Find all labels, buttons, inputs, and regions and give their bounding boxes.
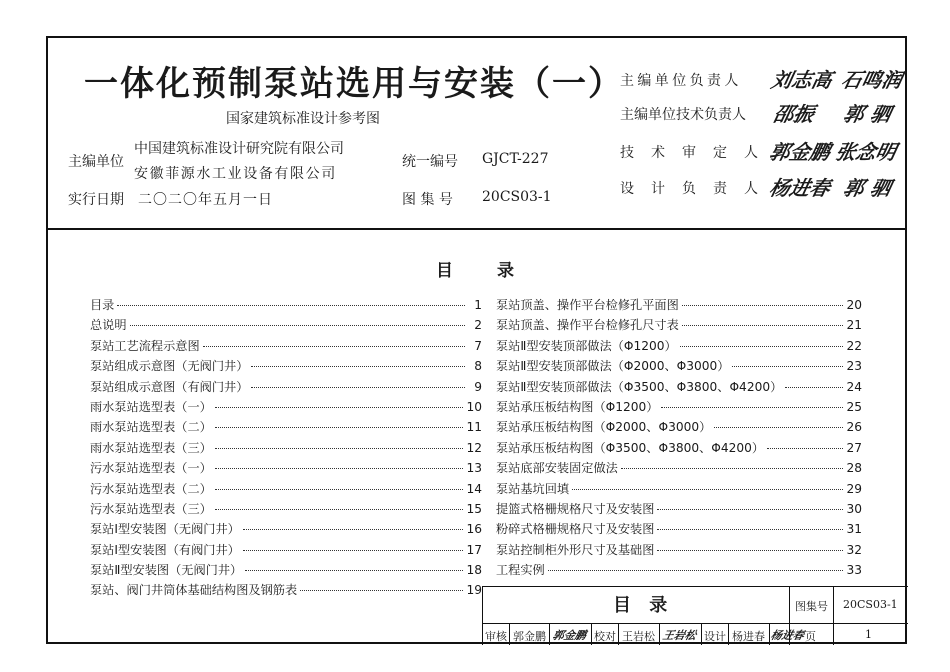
toc-entry[interactable] — [90, 378, 482, 398]
toc-leader-dots — [572, 489, 843, 490]
toc-leader-dots — [732, 366, 843, 367]
divider — [591, 623, 592, 645]
divider — [659, 623, 660, 645]
toc-entry-page: 33 — [846, 563, 862, 578]
divider — [728, 623, 729, 645]
title-block-title: 目 录 — [613, 595, 668, 616]
toc-entry-title: 总说明 — [90, 318, 127, 333]
toc-entry-page: 18 — [466, 563, 482, 578]
atlas-no-label: 图 集 号 — [402, 192, 453, 208]
toc-entry[interactable] — [90, 480, 482, 500]
responsible-row — [620, 178, 775, 198]
toc-entry-title: 泵站承压板结构图（Φ3500、Φ3800、Φ4200） — [496, 440, 765, 455]
toc-entry-page: 26 — [846, 420, 862, 435]
toc-entry[interactable] — [496, 296, 862, 316]
toc-left-column — [90, 296, 482, 602]
toc-entry-page: 7 — [474, 338, 482, 353]
toc-entry[interactable] — [496, 520, 862, 540]
toc-entry[interactable] — [90, 581, 482, 601]
unified-no-label: 统一编号 — [402, 154, 458, 170]
toc-entry[interactable] — [496, 378, 862, 398]
check-label: 校对 — [594, 630, 616, 643]
toc-leader-dots — [548, 570, 844, 571]
toc-entry-title: 泵站控制柜外形尺寸及基础图 — [496, 542, 655, 557]
responsible-row — [620, 142, 775, 162]
toc-heading-char: 目 — [436, 261, 453, 281]
review-signature: 郭金鹏 — [551, 629, 588, 642]
toc-entry[interactable] — [90, 337, 482, 357]
toc-entry-title: 泵站组成示意图（有阀门井） — [90, 379, 249, 394]
divider — [789, 623, 790, 645]
signature: 石鸣润 — [839, 68, 905, 92]
toc-entry-page: 32 — [846, 542, 862, 557]
toc-entry-page: 25 — [846, 399, 862, 414]
toc-entry[interactable] — [90, 357, 482, 377]
toc-heading — [436, 256, 558, 281]
check-signature: 王岩松 — [661, 629, 698, 642]
toc-entry-title: 雨水泵站选型表（三） — [90, 440, 212, 455]
toc-leader-dots — [657, 509, 843, 510]
toc-leader-dots — [682, 325, 844, 326]
toc-entry-title: 目录 — [90, 298, 115, 312]
header-divider — [48, 228, 905, 230]
toc-entry[interactable] — [496, 337, 862, 357]
design-name: 杨进春 — [732, 630, 765, 643]
divider — [789, 587, 790, 623]
toc-entry[interactable] — [90, 541, 482, 561]
toc-entry[interactable] — [496, 398, 862, 418]
toc-entry[interactable] — [90, 520, 482, 540]
toc-entry-title: 泵站承压板结构图（Φ1200） — [496, 399, 659, 414]
toc-entry-page: 9 — [474, 379, 482, 394]
toc-entry[interactable] — [90, 398, 482, 418]
toc-right-column — [496, 296, 862, 581]
page-value: 1 — [865, 628, 872, 641]
toc-entry[interactable] — [90, 439, 482, 459]
responsible-row — [620, 70, 772, 90]
toc-entry[interactable] — [496, 500, 862, 520]
divider — [618, 623, 619, 645]
toc-entry-title: 雨水泵站选型表（一） — [90, 399, 212, 414]
editor-unit-2: 安徽菲源水工业设备有限公司 — [134, 166, 337, 182]
toc-entry-page: 24 — [846, 379, 862, 394]
toc-entry-page: 17 — [466, 542, 482, 557]
toc-entry[interactable] — [90, 418, 482, 438]
responsible-label: 设计负责人 — [620, 181, 775, 197]
toc-entry-title: 污水泵站选型表（三） — [90, 501, 212, 516]
toc-entry-page: 11 — [466, 420, 482, 435]
toc-entry-title: 泵站顶盖、操作平台检修孔尺寸表 — [496, 318, 679, 333]
toc-entry-title: 泵站Ⅱ型安装顶部做法（Φ1200） — [496, 338, 677, 353]
toc-entry[interactable] — [90, 459, 482, 479]
signature: 杨进春 — [767, 176, 833, 200]
toc-leader-dots — [245, 570, 463, 571]
toc-entry-title: 泵站Ⅱ型安装顶部做法（Φ2000、Φ3000） — [496, 359, 730, 374]
toc-leader-dots — [682, 305, 844, 306]
toc-entry-page: 15 — [466, 501, 482, 516]
toc-leader-dots — [215, 407, 464, 408]
editor-label: 主编单位 — [68, 154, 124, 170]
page-label: 页 — [805, 630, 816, 643]
toc-leader-dots — [215, 468, 464, 469]
toc-leader-dots — [215, 509, 464, 510]
toc-entry-title: 工程实例 — [496, 563, 545, 578]
signature: 张念明 — [833, 140, 899, 164]
toc-entry-title: 泵站Ⅱ型安装图（无阀门井） — [90, 563, 243, 578]
toc-entry-page: 12 — [466, 440, 482, 455]
date-value: 二〇二〇年五月一日 — [138, 192, 273, 208]
toc-entry-page: 31 — [846, 522, 862, 537]
divider — [549, 623, 550, 645]
toc-entry-page: 22 — [846, 338, 862, 353]
signature: 刘志高 — [769, 68, 835, 92]
toc-entry[interactable] — [90, 316, 482, 336]
toc-entry-title: 泵站承压板结构图（Φ2000、Φ3000） — [496, 420, 712, 435]
design-signature: 杨进春 — [769, 629, 806, 642]
toc-leader-dots — [215, 489, 464, 490]
check-name: 王岩松 — [622, 630, 655, 643]
drawing-frame — [46, 36, 907, 644]
toc-entry-page: 20 — [846, 298, 862, 312]
toc-leader-dots — [657, 550, 843, 551]
review-label: 审核 — [485, 630, 507, 643]
signature: 邵振 — [771, 102, 817, 126]
divider — [701, 623, 702, 645]
toc-heading-char: 录 — [497, 261, 514, 281]
toc-entry-title: 泵站工艺流程示意图 — [90, 338, 200, 353]
atlas-no-value: 20CS03-1 — [482, 189, 552, 205]
divider — [833, 587, 834, 645]
toc-entry-page: 16 — [466, 522, 482, 537]
editor-unit-1: 中国建筑标准设计研究院有限公司 — [134, 141, 344, 157]
toc-entry[interactable] — [496, 418, 862, 438]
toc-entry-title: 泵站顶盖、操作平台检修孔平面图 — [496, 298, 679, 312]
toc-entry-title: 泵站组成示意图（无阀门井） — [90, 359, 249, 374]
atlas-label: 图集号 — [795, 600, 828, 613]
toc-leader-dots — [130, 325, 465, 326]
toc-entry-title: 泵站Ⅰ型安装图（有阀门井） — [90, 542, 240, 557]
toc-leader-dots — [657, 529, 843, 530]
toc-entry-page: 29 — [846, 481, 862, 496]
toc-entry-title: 泵站底部安装固定做法 — [496, 461, 618, 476]
toc-entry-page: 8 — [474, 359, 482, 374]
toc-leader-dots — [300, 590, 463, 591]
review-name: 郭金鹏 — [513, 630, 546, 643]
toc-entry-page: 2 — [474, 318, 482, 333]
toc-entry-page: 23 — [846, 359, 862, 374]
toc-entry-title: 泵站Ⅰ型安装图（无阀门井） — [90, 522, 240, 537]
toc-entry[interactable] — [90, 500, 482, 520]
toc-entry-page: 14 — [466, 481, 482, 496]
toc-leader-dots — [117, 305, 465, 306]
atlas-title: 一体化预制泵站选用与安装（一） — [84, 64, 624, 104]
toc-entry-title: 污水泵站选型表（一） — [90, 461, 212, 476]
responsible-label: 主编单位技术负责人 — [620, 107, 746, 123]
title-block — [482, 586, 908, 645]
toc-leader-dots — [243, 529, 464, 530]
toc-leader-dots — [215, 427, 464, 428]
date-label: 实行日期 — [68, 192, 124, 208]
toc-entry-title: 提篮式格栅规格尺寸及安装图 — [496, 501, 655, 516]
toc-entry-title: 粉碎式格栅规格尺寸及安装图 — [496, 522, 655, 537]
atlas-subtitle: 国家建筑标准设计参考图 — [226, 111, 380, 127]
toc-leader-dots — [767, 448, 843, 449]
toc-leader-dots — [243, 550, 464, 551]
toc-entry-page: 13 — [466, 461, 482, 476]
toc-leader-dots — [621, 468, 844, 469]
toc-entry[interactable] — [496, 439, 862, 459]
toc-leader-dots — [251, 387, 465, 388]
signature: 郭 驷 — [841, 176, 894, 200]
toc-entry[interactable] — [90, 561, 482, 581]
toc-entry-title: 泵站、阀门井筒体基础结构图及钢筋表 — [90, 583, 298, 598]
toc-entry[interactable] — [496, 561, 862, 581]
toc-entry[interactable] — [496, 459, 862, 479]
toc-entry-page: 19 — [466, 583, 482, 598]
toc-entry-title: 泵站Ⅱ型安装顶部做法（Φ3500、Φ3800、Φ4200） — [496, 379, 783, 394]
atlas-value: 20CS03-1 — [843, 598, 898, 611]
divider — [509, 623, 510, 645]
toc-entry[interactable] — [496, 357, 862, 377]
toc-entry-page: 21 — [846, 318, 862, 333]
toc-leader-dots — [215, 448, 464, 449]
toc-entry-page: 10 — [466, 399, 482, 414]
toc-leader-dots — [661, 407, 843, 408]
toc-entry-page: 30 — [846, 501, 862, 516]
responsible-label: 技术审定人 — [620, 145, 775, 161]
unified-no-value: GJCT-227 — [482, 151, 549, 167]
toc-entry-page: 27 — [846, 440, 862, 455]
responsible-row — [620, 104, 772, 124]
toc-entry-page: 1 — [474, 298, 482, 312]
title-block-top — [483, 587, 908, 624]
signature: 郭金鹏 — [767, 140, 833, 164]
toc-leader-dots — [714, 427, 843, 428]
design-label: 设计 — [704, 630, 726, 643]
toc-entry[interactable] — [90, 296, 482, 316]
signature: 郭 驷 — [841, 102, 894, 126]
responsible-label: 主编单位负责人 — [620, 73, 742, 89]
toc-entry[interactable] — [496, 316, 862, 336]
toc-entry[interactable] — [496, 480, 862, 500]
toc-leader-dots — [785, 387, 843, 388]
toc-entry-title: 泵站基坑回填 — [496, 481, 570, 496]
toc-entry[interactable] — [496, 541, 862, 561]
toc-entry-page: 28 — [846, 461, 862, 476]
toc-entry-title: 污水泵站选型表（二） — [90, 481, 212, 496]
toc-leader-dots — [203, 346, 465, 347]
toc-entry-title: 雨水泵站选型表（二） — [90, 420, 212, 435]
toc-leader-dots — [680, 346, 844, 347]
toc-leader-dots — [251, 366, 465, 367]
